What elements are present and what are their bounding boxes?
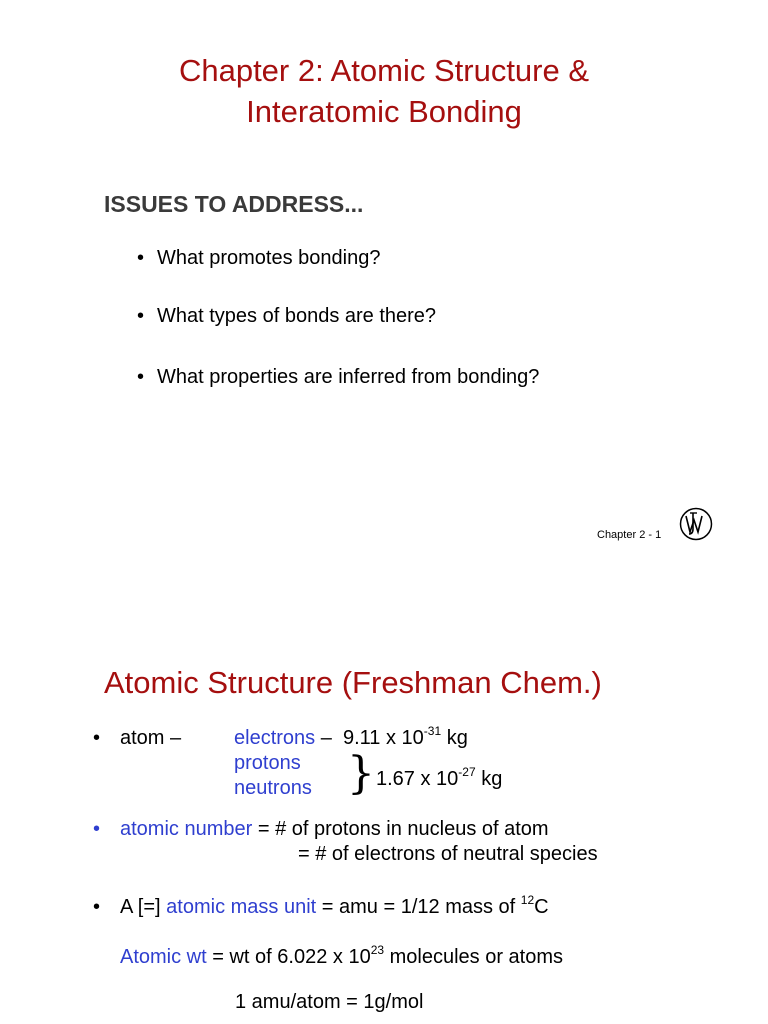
- question-item: [137, 305, 436, 328]
- electron-mass-unit: kg: [446, 727, 468, 749]
- amu-line: [120, 893, 549, 919]
- atom-label: atom –: [120, 727, 182, 749]
- bullet: •: [137, 366, 145, 388]
- amu-label: atomic mass unit: [166, 896, 317, 918]
- nucleon-mass-exponent: -27: [458, 765, 476, 779]
- question-text: What promotes bonding?: [157, 247, 381, 269]
- slide2-title: Atomic Structure (Freshman Chem.): [104, 665, 602, 700]
- atomic-wt-tail: molecules or atoms: [389, 946, 564, 968]
- carbon-symbol: C: [534, 896, 549, 918]
- slide1-title-line2: Interatomic Bonding: [246, 94, 522, 129]
- atomic-number-label: atomic number: [120, 818, 253, 840]
- nucleon-mass: [376, 765, 503, 791]
- slide-footer: Chapter 2 - 1: [597, 529, 662, 541]
- electrons-line: [234, 724, 468, 750]
- atom-bullet: •: [93, 727, 101, 749]
- question-text: What properties are inferred from bonding?: [157, 366, 540, 388]
- question-item: [137, 247, 380, 270]
- atomic-number-def2: = # of electrons of neutral species: [298, 843, 598, 865]
- amu-conversion: 1 amu/atom = 1g/mol: [235, 991, 424, 1013]
- bullet: •: [137, 305, 145, 327]
- atomic-number-bullet: •: [93, 818, 101, 840]
- bullet: •: [137, 247, 145, 269]
- atomic-wt-def: = wt of 6.022 x 10: [212, 946, 371, 968]
- amu-def: = amu = 1/12 mass of: [321, 896, 516, 918]
- atomic-wt-label: Atomic wt: [120, 946, 207, 968]
- amu-prefix: A [=]: [120, 896, 161, 918]
- publisher-logo-icon: [679, 507, 713, 541]
- neutrons-label: neutrons: [234, 777, 312, 799]
- atomic-number-line: [120, 818, 549, 841]
- avogadro-exponent: 23: [370, 943, 385, 957]
- nucleon-mass-value: 1.67 x 10: [376, 768, 459, 790]
- electrons-dash: –: [320, 727, 332, 749]
- carbon-isotope-mass: 12: [520, 893, 535, 907]
- question-item: [137, 366, 539, 389]
- grouping-brace: }: [347, 748, 375, 799]
- electrons-label: electrons: [234, 727, 316, 749]
- electron-mass-exponent: -31: [423, 724, 442, 738]
- atomic-wt-line: [120, 943, 564, 969]
- issues-heading: ISSUES TO ADDRESS...: [104, 191, 364, 217]
- electron-mass: 9.11 x 10: [342, 727, 424, 749]
- nucleon-mass-unit: kg: [481, 768, 503, 790]
- slide1-title-line1: Chapter 2: Atomic Structure &: [178, 53, 590, 88]
- question-text: What types of bonds are there?: [157, 305, 437, 327]
- atomic-number-def1: = # of protons in nucleus of atom: [257, 818, 549, 840]
- protons-label: protons: [234, 752, 301, 774]
- amu-bullet: •: [93, 896, 101, 918]
